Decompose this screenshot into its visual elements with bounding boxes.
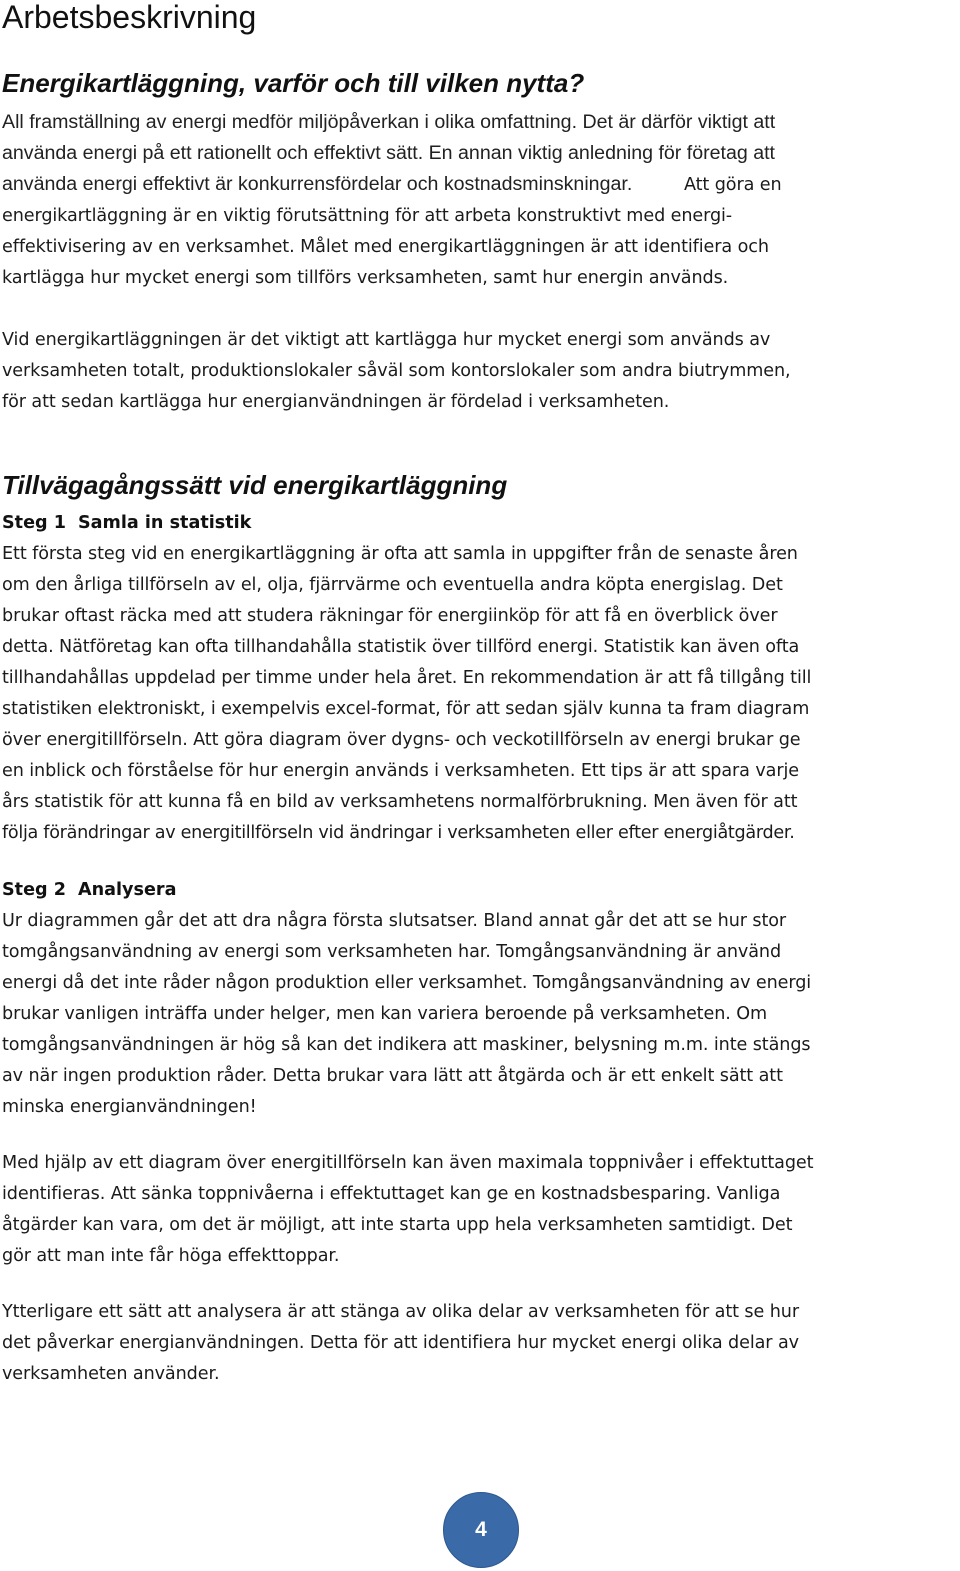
text-line: Med hjälp av ett diagram över energitillförseln kan även maximala toppnivåer i effektuttaget — [2, 1153, 814, 1173]
peak-load-paragraph — [2, 1148, 958, 1272]
document-title: Arbetsbeskrivning — [2, 0, 257, 35]
step2-number: Steg 2 — [2, 880, 66, 900]
text-line: tomgångsanvändningen är hög så kan det indikera att maskiner, belysning m.m. inte stängs — [2, 1035, 811, 1055]
section-heading-energikartlaggning: Energikartläggning, varför och till vilken nytta? — [2, 68, 585, 98]
page-number-badge — [443, 1492, 519, 1568]
text-line: identifieras. Att sänka toppnivåerna i effektuttaget kan ge en kostnadsbesparing. Vanliga — [2, 1184, 781, 1204]
text-line: åtgärder kan vara, om det är möjligt, att inte starta upp hela verksamheten samtidigt. Det — [2, 1215, 793, 1235]
text-line: Att göra en — [684, 175, 782, 195]
text-line: för att sedan kartlägga hur energianvändningen är fördelad i verksamheten. — [2, 392, 670, 412]
text-line: Ytterligare ett sätt att analysera är att stänga av olika delar av verksamheten för att se hur — [2, 1302, 799, 1322]
text-line: Vid energikartläggningen är det viktigt att kartlägga hur mycket energi som används av — [2, 330, 771, 350]
text-line: minska energianvändningen! — [2, 1097, 257, 1117]
text-line: Ur diagrammen går det att dra några första slutsatser. Bland annat går det att se hur stor — [2, 911, 787, 931]
text-line: All framställning av energi medför miljöpåverkan i olika omfattning. Det är därför viktigt att — [2, 111, 776, 133]
text-line: brukar oftast räcka med att studera räkningar för energiinköp för att få en överblick över — [2, 606, 778, 626]
text-line: års statistik för att kunna få en bild av verksamhetens normalförbrukning. Men även för att — [2, 792, 798, 812]
text-line: använda energi effektivt är konkurrensfördelar och kostnadsminskningar. — [2, 173, 633, 195]
text-line: om den årliga tillförseln av el, olja, fjärrvärme och eventuella andra köpta energislag. Det — [2, 575, 783, 595]
text-line: tillhandahållas uppdelad per timme under hela året. En rekommendation är att få tillgång till — [2, 668, 812, 688]
text-line: av när ingen produktion råder. Detta brukar vara lätt att åtgärda och är ett enkelt sätt att — [2, 1066, 783, 1086]
text-line: energi då det inte råder någon produktion eller verksamhet. Tomgångsanvändning av energi — [2, 973, 812, 993]
text-line: en inblick och förståelse för hur energin används i verksamheten. Ett tips är att spara varje — [2, 761, 799, 781]
text-line: kartlägga hur mycket energi som tillförs verksamheten, samt hur energin används. — [2, 268, 729, 288]
text-line: det påverkar energianvändningen. Detta för att identifiera hur mycket energi olika delar av — [2, 1333, 799, 1353]
text-line: effektivisering av en verksamhet. Målet med energikartläggningen är att identifiera och — [2, 237, 769, 257]
step1-heading — [2, 508, 251, 539]
text-line: tomgångsanvändning av energi som verksamheten har. Tomgångsanvändning är använd — [2, 942, 782, 962]
shutdown-analysis-paragraph — [2, 1297, 958, 1390]
text-line: statistiken elektroniskt, i exempelvis excel-format, för att sedan själv kunna ta fram diagram — [2, 699, 810, 719]
step1-title: Samla in statistik — [77, 513, 252, 533]
text-line: energikartläggning är en viktig förutsättning för att arbeta konstruktivt med energi- — [2, 206, 733, 226]
text-line: använda energi på ett rationellt och effektivt sätt. En annan viktig anledning för företag att — [2, 142, 776, 164]
step2-title: Analysera — [77, 880, 177, 900]
text-line: verksamheten använder. — [2, 1364, 220, 1384]
text-line: verksamheten totalt, produktionslokaler såväl som kontorslokaler som andra biutrymmen, — [2, 361, 791, 381]
text-line: Ett första steg vid en energikartläggning är ofta att samla in uppgifter från de senaste åren — [2, 544, 798, 564]
text-line: följa förändringar av energitillförseln vid ändringar i verksamheten eller efter energiåtgärder. — [2, 823, 795, 843]
page-number: 4 — [475, 1518, 487, 1541]
text-line: detta. Nätföretag kan ofta tillhandahålla statistik över tillförd energi. Statistik kan även ofta — [2, 637, 800, 657]
text-line: gör att man inte får höga effekttoppar. — [2, 1246, 340, 1266]
step1-number: Steg 1 — [2, 513, 66, 533]
step1-paragraph — [2, 539, 958, 849]
text-line: över energitillförseln. Att göra diagram över dygns- och veckotillförseln av energi brukar ge — [2, 730, 801, 750]
purpose-paragraph — [2, 170, 958, 294]
section-heading-tillvagagangssatt: Tillvägagångssätt vid energikartläggning — [2, 470, 508, 500]
text-line: brukar vanligen inträffa under helger, men kan variera beroende på verksamheten. Om — [2, 1004, 768, 1024]
scope-paragraph — [2, 325, 958, 418]
step2-paragraph — [2, 906, 958, 1123]
step2-heading — [2, 875, 176, 906]
